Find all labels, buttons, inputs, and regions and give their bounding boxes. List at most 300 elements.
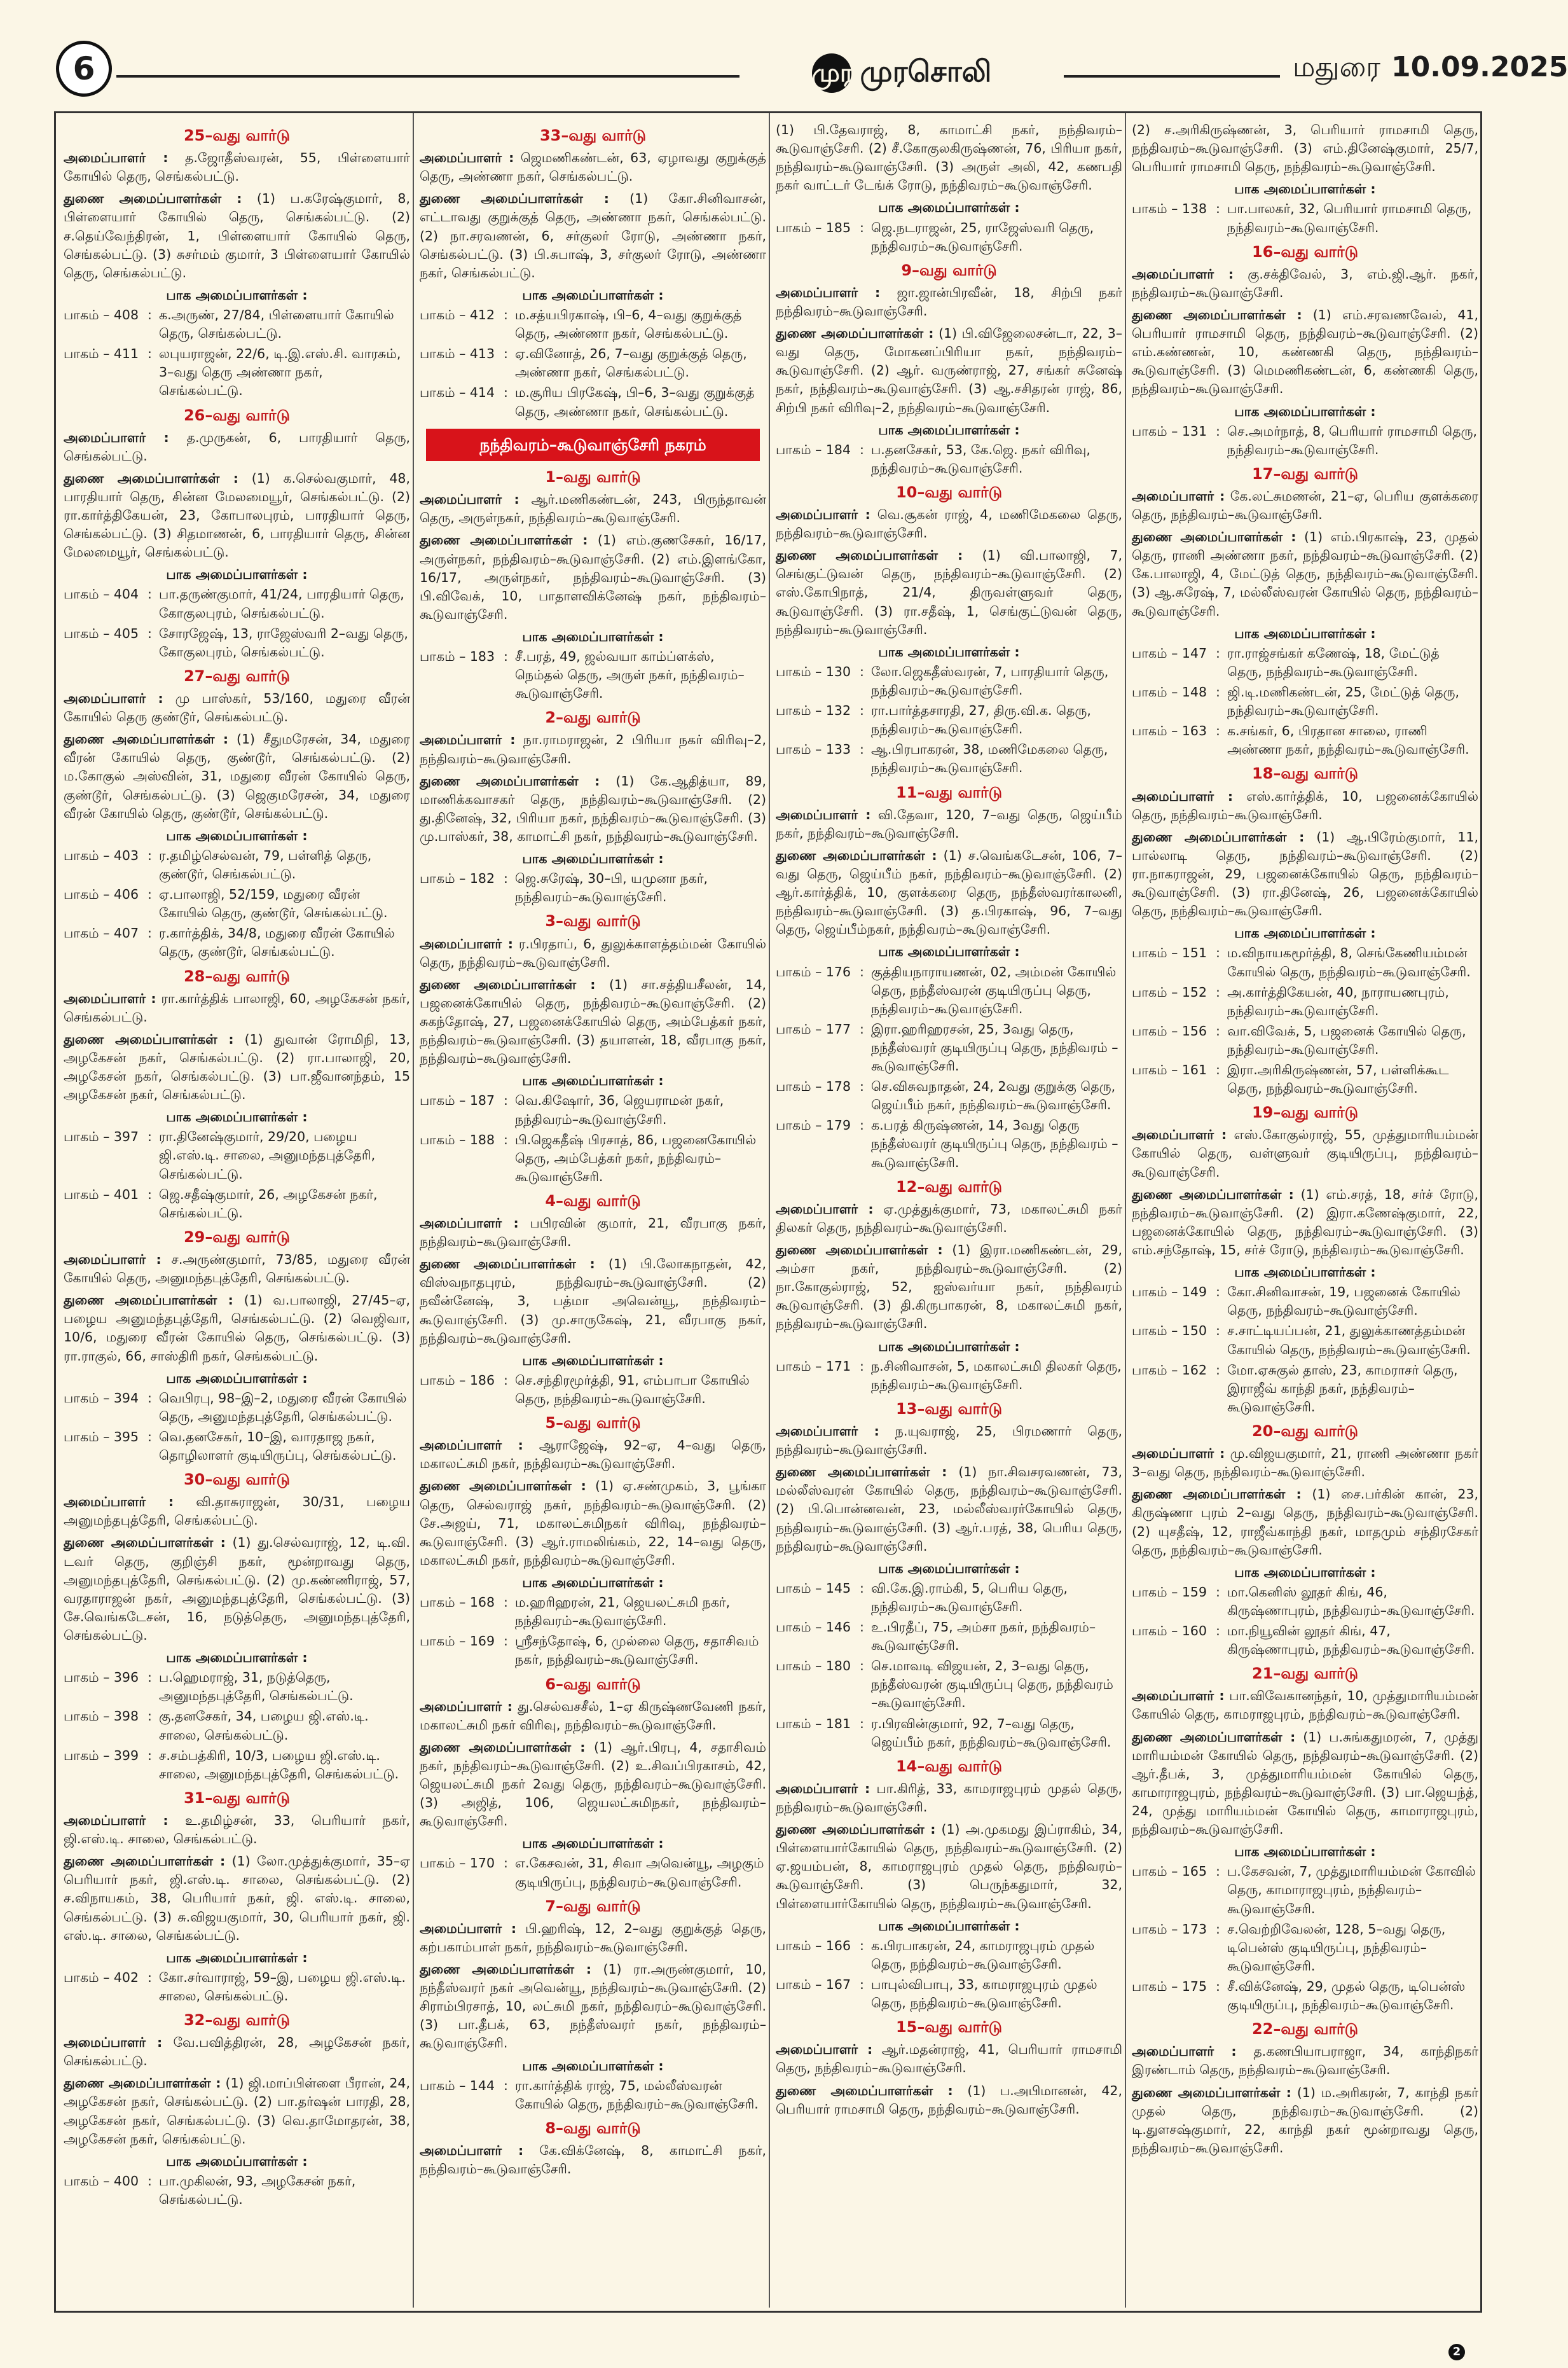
- ward-block: [776, 1755, 1122, 2012]
- ward-agent: [64, 689, 410, 726]
- booth-colon: :: [1216, 1023, 1220, 1039]
- ward-title: 16–வது வார்டு: [1251, 242, 1358, 261]
- page-number: 6: [56, 41, 112, 97]
- deputies-label: துணை அமைப்பாளர்கள் :: [64, 1292, 233, 1308]
- ward-title: 10–வது வார்டு: [895, 483, 1002, 501]
- ward-deputies: [64, 1030, 410, 1104]
- booth-number: பாகம் – 179: [776, 1118, 851, 1133]
- deputies-text: (1) வ.பாலாஜி, 27/45–ஏ, பழைய அனுமந்தபுத்தேரி, செங்கல்பட்டு. (2) வெஜிவா, 10/6, மதுரை வீரன் கோயில் தெரு, செங்கல்பட்டு. (3) ரா.ராகுல், 66, சாஸ்திரி நகர், செங்கல்பட்டு.: [64, 1292, 410, 1364]
- ward-agent: [64, 1811, 410, 1848]
- deputies-label: துணை அமைப்பாளர்கள் :: [1132, 829, 1305, 845]
- ward-title: 30–வது வார்டு: [183, 1471, 290, 1489]
- ward-deputies: [776, 324, 1122, 417]
- agent-text: உ.தமிழ்சன், 33, பெரியார் நகர், ஜி.எஸ்.டி. சாலை, செங்கல்பட்டு.: [64, 1812, 410, 1847]
- agent-label: அமைப்பாளர் :: [420, 1698, 512, 1714]
- deputies-text: (1) கோ.சினிவாசன், எட்டாவது குறுக்குத் தெரு, அண்ணா நகர், செங்கல்பட்டு. (2) நா.சரவணன், 6, சர்குலர் ரோடு, அண்ணா நகர், செங்கல்பட்டு. (3) பி.சுபாஷ், 3, சர்குலர் ரோடு, அண்ணா நகர், செங்கல்பட்டு.: [420, 191, 766, 280]
- booth-number: பாகம் – 168: [420, 1595, 495, 1610]
- deputies-label: துணை அமைப்பாளர்கள் :: [1132, 1486, 1302, 1502]
- booth-colon: :: [860, 1658, 864, 1674]
- ward-block: [64, 665, 410, 962]
- booth-row: [776, 1976, 1122, 2012]
- booth-agent: ச.சாட்டியப்பன், 21, துலுக்காணத்தம்மன் கோயில் தெரு, நந்திவரம்–கூடுவாஞ்சேரி.: [1227, 1323, 1471, 1357]
- booth-agent: ரா.பார்த்தசாரதி, 27, திரு.வி.க. தெரு, நந்திவரம்–கூடுவாஞ்சேரி.: [871, 703, 1091, 737]
- ward-block: [420, 1895, 766, 2114]
- booth-heading: பாக அமைப்பாளர்கள் :: [166, 287, 308, 303]
- ward-title: 17–வது வார்டு: [1251, 464, 1358, 483]
- booth-row: [1132, 1977, 1478, 2014]
- booth-colon: :: [860, 663, 864, 679]
- deputies-label: துணை அமைப்பாளர்கள் :: [64, 191, 242, 207]
- edition-city: மதுரை: [1293, 51, 1380, 83]
- booth-row: [64, 345, 410, 400]
- booth-row: [776, 1657, 1122, 1712]
- booth-row: [1132, 1583, 1478, 1620]
- booth-row: [1132, 200, 1478, 237]
- booth-number: பாகம் – 405: [64, 625, 139, 641]
- agent-text: ர.பிரதாப், 6, துலுக்காளத்தம்மன் கோயில் தெரு, நந்திவரம்–கூடுவாஞ்சேரி.: [420, 936, 766, 970]
- booth-agent: பா.முகிலன், 93, அழகேசன் நகர், செங்கல்பட்டு.: [159, 2173, 356, 2208]
- ward-block: [1132, 2018, 1478, 2157]
- booth-colon: :: [504, 2077, 508, 2093]
- booth-agent: வி.கே.இ.ராம்கி, 5, பெரிய தெரு, நந்திவரம்–கூடுவாஞ்சேரி.: [871, 1580, 1068, 1614]
- booth-number: பாகம் – 156: [1132, 1023, 1207, 1039]
- booth-heading: பாக அமைப்பாளர்கள் :: [878, 1560, 1020, 1576]
- booth-number: பாகம் – 176: [776, 964, 851, 980]
- booth-colon: :: [860, 703, 864, 719]
- ward-deputies: [420, 1960, 766, 2053]
- ward-title: 31–வது வார்டு: [183, 1789, 290, 1807]
- booth-colon: :: [1216, 201, 1220, 217]
- ward-block: [64, 2009, 410, 2209]
- booth-agent: பி.ஜெகதீஷ் பிரசாத், 86, பஜனைகோயில் தெரு, அம்பேத்கர் நகர், நந்திவரம்–கூடுவாஞ்சேரி.: [515, 1132, 757, 1184]
- deputies-label: துணை அமைப்பாளர்கள் :: [1132, 2084, 1292, 2100]
- ward-title: 19–வது வார்டு: [1251, 1104, 1358, 1122]
- booth-heading: பாக அமைப்பாளர்கள் :: [522, 1073, 664, 1089]
- booth-heading: பாக அமைப்பாளர்கள் :: [1234, 403, 1376, 419]
- booth-number: பாகம் – 169: [420, 1633, 495, 1649]
- booth-colon: :: [860, 1937, 864, 1953]
- ward-agent: [776, 284, 1122, 321]
- booth-agent: ஸ்ரீசந்தோஷ், 6, முல்லை தெரு, சதாசிவம் நகர், நந்திவரம்–கூடுவாஞ்சேரி.: [515, 1633, 759, 1668]
- ward-block: [420, 910, 766, 1186]
- booth-row: [420, 1091, 766, 1128]
- agent-label: அமைப்பாளர் :: [1132, 2044, 1237, 2060]
- booth-colon: :: [504, 649, 508, 665]
- ward-title: 18–வது வார்டு: [1251, 765, 1358, 783]
- booth-row: [420, 1593, 766, 1630]
- booth-colon: :: [148, 1670, 152, 1686]
- ward-title: 5–வது வார்டு: [545, 1414, 641, 1432]
- deputies-label: துணை அமைப்பாளர்கள் :: [420, 191, 609, 207]
- booth-colon: :: [148, 346, 152, 362]
- ward-block: [776, 1398, 1122, 1752]
- agent-text: எஸ்.கோகுல்ராஜ், 55, முத்துமாரியம்மன் கோயில் தெரு, வள்ளுவர் குடியிருப்பு, நந்திவரம்–கூடுவாஞ்சேரி.: [1132, 1127, 1478, 1180]
- booth-number: பாகம் – 170: [420, 1855, 495, 1871]
- booth-number: பாகம் – 159: [1132, 1584, 1207, 1600]
- booth-heading: பாக அமைப்பாளர்கள் :: [878, 1918, 1020, 1934]
- booth-agent: செ.விசுவநாதன், 24, 2வது குறுக்கு தெரு, ஜெய்பீம் நகர், நந்திவரம்–கூடுவாஞ்சேரி.: [871, 1079, 1116, 1113]
- booth-number: பாகம் – 183: [420, 649, 495, 665]
- booth-colon: :: [504, 307, 508, 322]
- deputies-label: துணை அமைப்பாளர்கள் :: [64, 2075, 221, 2091]
- agent-text: பபிரவின் குமார், 21, வீரபாகு நகர், நந்திவரம்–கூடுவாஞ்சேரி.: [420, 1215, 766, 1250]
- booth-colon: :: [860, 1619, 864, 1635]
- booth-row: [420, 2077, 766, 2114]
- booth-number: பாகம் – 145: [776, 1580, 851, 1596]
- ward-deputies: [64, 1291, 410, 1365]
- ward-agent: [776, 506, 1122, 543]
- agent-label: அமைப்பாளர் :: [776, 2042, 873, 2058]
- booth-row: [64, 924, 410, 961]
- ward-agent: [420, 1920, 766, 1956]
- ward-deputies: [1132, 1728, 1478, 1839]
- ward-agent: [420, 1436, 766, 1473]
- booth-heading: பாக அமைப்பாளர்கள் :: [166, 1370, 308, 1386]
- header-rule-right: [1064, 75, 1280, 78]
- booth-agent: ரா.தினேஷ்குமார், 29/20, பழைய ஜி.எஸ்.டி. சாலை, அனுமந்தபுத்தேரி, செங்கல்பட்டு.: [159, 1129, 376, 1182]
- ward-block: [1132, 1102, 1478, 1416]
- deputies-label: துணை அமைப்பாளர்கள் :: [64, 470, 238, 486]
- agent-label: அமைப்பாளர் :: [64, 1251, 162, 1267]
- booth-colon: :: [504, 871, 508, 887]
- ward-deputies: [776, 2082, 1122, 2119]
- agent-label: அமைப்பாளர் :: [1132, 788, 1234, 804]
- ward-deputies: [64, 1534, 410, 1645]
- deputies-label: துணை அமைப்பாளர்கள் :: [420, 773, 600, 789]
- booth-heading: பாக அமைப்பாளர்கள் :: [522, 2058, 664, 2074]
- booth-number: பாகம் – 165: [1132, 1864, 1207, 1880]
- booth-agent: ம.ஹரிஹரன், 21, ஜெயலட்சுமி நகர், நந்திவரம்–கூடுவாஞ்சேரி.: [515, 1595, 731, 1629]
- deputies-label: துணை அமைப்பாளர்கள் :: [776, 326, 934, 342]
- booth-agent: ஜெ.நடராஜன், 25, ராஜேஸ்வரி தெரு, நந்திவரம்–கூடுவாஞ்சேரி.: [871, 219, 1094, 254]
- agent-label: அமைப்பாளர் :: [420, 1920, 517, 1936]
- ward-block: [420, 707, 766, 906]
- booth-number: பாகம் – 180: [776, 1658, 851, 1674]
- booth-number: பாகம் – 401: [64, 1186, 139, 1202]
- ward-deputies: [420, 1255, 766, 1348]
- ward-deputies: [420, 190, 766, 282]
- booth-agent: ஏ.பாலாஜி, 52/159, மதுரை வீரன் கோயில் தெரு, குண்டூர், செங்கல்பட்டு.: [159, 887, 388, 921]
- ward-block: [1132, 463, 1478, 759]
- booth-agent: ஏ.வினோத், 26, 7–வது குறுக்குத் தெரு, அண்ணா நகர், செங்கல்பட்டு.: [515, 346, 747, 380]
- ward-block: [64, 1469, 410, 1783]
- booth-heading: பாக அமைப்பாளர்கள் :: [522, 287, 664, 303]
- booth-colon: :: [1216, 1584, 1220, 1600]
- ward-agent: [420, 2142, 766, 2178]
- header-rule-left: [116, 75, 739, 78]
- booth-colon: :: [148, 1429, 152, 1444]
- booth-colon: :: [148, 1390, 152, 1406]
- agent-text: கே.விக்னேஷ், 8, காமாட்சி நகர், நந்திவரம்–கூடுவாஞ்சேரி.: [420, 2142, 766, 2177]
- booth-colon: :: [504, 1595, 508, 1610]
- booth-number: பாகம் – 167: [776, 1976, 851, 1992]
- ward-agent: [1132, 265, 1478, 302]
- booth-number: பாகம் – 400: [64, 2173, 139, 2189]
- booth-number: பாகம் – 146: [776, 1619, 851, 1635]
- booth-row: [776, 702, 1122, 738]
- ward-agent: [420, 1698, 766, 1734]
- booth-number: பாகம் – 411: [64, 346, 139, 362]
- deputies-label: துணை அமைப்பாளர்கள் :: [420, 532, 588, 548]
- booth-colon: :: [860, 1358, 864, 1374]
- booth-row: [64, 1428, 410, 1465]
- ward-title: 6–வது வார்டு: [545, 1675, 641, 1693]
- ward-title: 14–வது வார்டு: [895, 1757, 1002, 1775]
- ward-block: [1132, 121, 1478, 237]
- agent-text: த.முருகன், 6, பாரதியார் தெரு, செங்கல்பட்டு.: [64, 429, 410, 464]
- booth-row: [64, 1389, 410, 1426]
- deputies-label: துணை அமைப்பாளர்கள் :: [420, 976, 596, 992]
- deputies-label: துணை அமைப்பாளர்கள் :: [776, 1464, 947, 1480]
- booth-colon: :: [860, 219, 864, 235]
- booth-agent: ஜி.டி.மணிகண்டன், 25, மேட்டுத் தெரு, நந்திவரம்–கூடுவாஞ்சேரி.: [1227, 684, 1460, 719]
- booth-agent: கோ.சர்வாராஜ், 59–இ, பழைய ஜி.எஸ்.டி. சாலை, செங்கல்பட்டு.: [159, 1969, 406, 2004]
- ward-deputies: [1132, 306, 1478, 399]
- deputies-label: துணை அமைப்பாளர்கள் :: [1132, 307, 1302, 322]
- ward-title: 3–வது வார்டு: [545, 912, 641, 931]
- deputies-label: துணை அமைப்பாளர்கள் :: [64, 1853, 226, 1869]
- booth-colon: :: [148, 887, 152, 903]
- booth-colon: :: [504, 1855, 508, 1871]
- agent-text: து.செல்வசசீல், 1–ஏ கிருஷ்ணவேணி நகர், மகாலட்சுமி நகர் விரிவு, நந்திவரம்–கூடுவாஞ்சேரி.: [420, 1698, 766, 1733]
- booth-heading: பாக அமைப்பாளர்கள் :: [522, 851, 664, 867]
- agent-text: மு.விஜயகுமார், 21, ராணி அண்ணா நகர் 3–வது தெரு, நந்திவரம்–கூடுவாஞ்சேரி.: [1132, 1446, 1478, 1480]
- deputies-text: (1) வி.பாலாஜி, 7, செங்குட்டுவன் தெரு, நந்திவரம்–கூடுவாஞ்சேரி. (2) எஸ்.கோபிநாத், 21/4, திருவள்ளுவர் தெரு, கூடுவாஞ்சேரி. (3) ரா.சதீஷ், 1, செங்குட்டுவன் தெரு, நந்திவரம்–கூடுவாஞ்சேரி.: [776, 548, 1122, 637]
- ward-agent: [1132, 1444, 1478, 1481]
- ward-block: [776, 481, 1122, 778]
- booth-row: [64, 306, 410, 343]
- booth-heading: பாக அமைப்பாளர்கள் :: [878, 644, 1020, 660]
- booth-number: பாகம் – 163: [1132, 723, 1207, 739]
- agent-label: அமைப்பாளர் :: [420, 1215, 519, 1231]
- agent-text: பி.ஹரிஷ், 12, 2–வது குறுக்குத் தெரு, கற்பகாம்பாள் நகர், நந்திவரம்–கூடுவாஞ்சேரி.: [420, 1920, 766, 1955]
- agent-label: அமைப்பாளர் :: [776, 507, 870, 523]
- booth-number: பாகம் – 396: [64, 1670, 139, 1686]
- booth-row: [776, 1357, 1122, 1394]
- booth-heading: பாக அமைப்பாளர்கள் :: [166, 827, 308, 843]
- ward-title: 9–வது வார்டு: [901, 261, 997, 279]
- booth-agent: இரா.ஹரிஹரசன், 25, 3வது தெரு, நந்தீஸ்வரர் குடியிருப்பு தெரு, நந்திவரம் –கூடுவாஞ்சேரி.: [871, 1021, 1118, 1074]
- booth-agent: ர.பிரவின்குமார், 92, 7–வது தெரு, ஜெய்பீம் நகர், நந்திவரம்–கூடுவாஞ்சேரி.: [871, 1715, 1111, 1750]
- deputies-text: (1) ப.சுங்கதுமரன், 7, முத்து மாரியம்மன் கோயில் தெரு, நந்திவரம்–கூடுவாஞ்சேரி. (2) ஆர்.தீபக், 3, முத்துமாரியம்மன் கோயில் தெரு, காமாராஜபுரம், நந்திவரம்–கூடுவாஞ்சேரி. (3) பா.ஜெயந்த், 24, முத்து மாரியம்மன் கோயில் தெரு, காமாராஜபுரம், நந்திவரம்–கூடுவாஞ்சேரி.: [1132, 1729, 1478, 1838]
- booth-number: பாகம் – 148: [1132, 684, 1207, 700]
- deputies-text: (1) லோ.முத்துக்குமார், 35–ஏ பெரியார் நகர், ஜி.எஸ்.டி. சாலை, செங்கல்பட்டு. (2) ச.விநாயகம், 38, பெரியார் நகர், ஜி. எஸ்.டி. சாலை, செங்கல்பட்டு. (3) சு.விஜயகுமார், 30, பெரியார் நகர், ஜி. எஸ்.டி. சாலை, செங்கல்பட்டு.: [64, 1853, 410, 1943]
- agent-label: அமைப்பாளர் :: [420, 2142, 524, 2158]
- ward-title: 27–வது வார்டு: [183, 667, 290, 685]
- booth-colon: :: [1216, 1284, 1220, 1300]
- agent-label: அமைப்பாளர் :: [64, 1812, 168, 1828]
- agent-text: கே.லட்சுமணன், 21–ஏ, பெரிய குளக்கரை தெரு, நந்திவரம்–கூடுவாஞ்சேரி.: [1132, 488, 1478, 523]
- deputies-label: துணை அமைப்பாளர்கள் :: [420, 1739, 586, 1755]
- booth-heading: பாக அமைப்பாளர்கள் :: [878, 422, 1020, 438]
- deputies-label: துணை அமைப்பாளர்கள் :: [64, 1535, 226, 1551]
- ward-block: [776, 2016, 1122, 2119]
- ward-title: 20–வது வார்டு: [1251, 1422, 1358, 1440]
- column-2: [420, 121, 766, 2302]
- agent-label: அமைப்பாளர் :: [420, 732, 516, 748]
- ward-title: 26–வது வார்டு: [183, 406, 290, 424]
- deputies-text: (1) எம்.சரத், 18, சர்ச் ரோடு, நந்திவரம்–கூடுவாஞ்சேரி. (2) இரா.கணேஷ்குமார், 22, பஜனைக்கோயில் தெரு, நந்திவரம்–கூடுவாஞ்சேரி. (3) எம்.சந்தோஷ், 15, சர்ச் ரோடு, நந்திவரம்–கூடுவாஞ்சேரி.: [1132, 1186, 1478, 1257]
- booth-row: [420, 1854, 766, 1891]
- agent-label: அமைப்பாளர் :: [776, 1201, 874, 1217]
- booth-colon: :: [504, 1132, 508, 1147]
- deputies-text: (2) ச.அரிகிருஷ்ணன், 3, பெரியார் ராமசாமி தெரு, நந்திவரம்–கூடுவாஞ்சேரி. (3) எம்.தினேஷ்குமார், 25/7, பெரியார் ராமசாமி தெரு, நந்திவரம்–கூடுவாஞ்சேரி.: [1132, 122, 1478, 175]
- deputies-label: துணை அமைப்பாளர்கள் :: [64, 1031, 234, 1047]
- booth-colon: :: [504, 1633, 508, 1649]
- agent-label: அமைப்பாளர் :: [420, 150, 514, 166]
- deputies-text: (1) ஆர்.பிரபு, 4, சதாசிவம் நகர், நந்திவரம்–கூடுவாஞ்சேரி. (2) உ.சிவப்பிரகாசம், 42, ஜெயலட்சுமி நகர் 2வது தெரு, நந்திவரம்–கூடுவாஞ்சேரி. (3) அஜித், 106, ஜெயலட்சுமிநகர், நந்திவரம்–கூடுவாஞ்சேரி.: [420, 1739, 766, 1829]
- booth-number: பாகம் – 408: [64, 307, 139, 322]
- booth-number: பாகம் – 178: [776, 1079, 851, 1095]
- booth-row: [776, 1618, 1122, 1655]
- ward-deputies: [1132, 121, 1478, 176]
- ward-deputies: [1132, 828, 1478, 921]
- booth-number: பாகம் – 138: [1132, 201, 1207, 217]
- ward-deputies: [776, 847, 1122, 939]
- ward-agent: [1132, 2042, 1478, 2079]
- deputies-text: (1) பி.லோகநாதன், 42, விஸ்வநாதபுரம், நந்திவரம்–கூடுவாஞ்சேரி. (2) நவீன்னேஷ், 3, பத்மா அவென்யூ, நந்திவரம்–கூடுவாஞ்சேரி. (3) மு.சாருகேஷ், 21, வீரபாகு நகர், நந்திவரம்–கூடுவாஞ்சேரி.: [420, 1256, 766, 1346]
- booth-colon: :: [1216, 984, 1220, 1000]
- booth-heading: பாக அமைப்பாளர்கள் :: [1234, 925, 1376, 941]
- deputies-label: துணை அமைப்பாளர்கள் :: [776, 847, 937, 863]
- ward-agent: [776, 1200, 1122, 1237]
- booth-row: [1132, 1283, 1478, 1320]
- booth-number: பாகம் – 404: [64, 586, 139, 602]
- agent-text: த.கணபியாபராஜா, 34, காந்திநகர் இரண்டாம் தெரு, நந்திவரம்–கூடுவாஞ்சேரி.: [1132, 2044, 1478, 2078]
- agent-label: அமைப்பாளர் :: [1132, 1446, 1225, 1462]
- booth-colon: :: [1216, 423, 1220, 439]
- booth-heading: பாக அமைப்பாளர்கள் :: [522, 628, 664, 644]
- booth-number: பாகம் – 152: [1132, 984, 1207, 1000]
- ward-block: [64, 1226, 410, 1465]
- booth-agent: பா.பாலகர், 32, பெரியார் ராமசாமி தெரு, நந்திவரம்–கூடுவாஞ்சேரி.: [1227, 201, 1472, 235]
- deputies-text: (1) சை.பர்கின் கான், 23, கிருஷ்ணா புரம் 2–வது தெரு, நந்திவரம்–கூடுவாஞ்சேரி. (2) யுசதீஷ், 12, ராஜீவ்காந்தி நகர், மாதமும் சந்திரசேகர் தெரு, நந்திவரம்–கூடுவாஞ்சேரி.: [1132, 1486, 1478, 1558]
- agent-label: அமைப்பாளர் :: [1132, 1127, 1227, 1143]
- agent-text: ஜா.ஜான்பிரவீன், 18, சிற்பி நகர் நந்திவரம்–கூடுவாஞ்சேரி.: [776, 284, 1122, 319]
- agent-text: பா.கிரித், 33, காமராஜபுரம் முதல் தெரு, நந்திவரம்–கூடுவாஞ்சேரி.: [776, 1780, 1122, 1815]
- deputies-text: (1) சீதுமரேசன், 34, மதுரை வீரன் கோயில் தெரு, குண்டூர், செங்கல்பட்டு. (2) ம.கோகுல் அஸ்வின், 31, மதுரை வீரன் கோயில் தெரு, குண்டூர், செங்கல்பட்டு. (3) ஜெகுமரேசன், 34, மதுரை வீரன் கோயில் தெரு, குண்டூர், செங்கல்பட்டு.: [64, 731, 410, 821]
- ward-title: 32–வது வார்டு: [183, 2011, 290, 2030]
- booth-agent: சீ.பரத், 49, ஜல்வயா காம்ப்ளக்ஸ், நெம்தல் தெரு, அருள் நகர், நந்திவரம்–கூடுவாஞ்சேரி.: [515, 649, 745, 702]
- ward-deputies: [776, 1463, 1122, 1556]
- ward-agent: [776, 806, 1122, 843]
- booth-row: [1132, 1361, 1478, 1416]
- booth-row: [420, 306, 766, 343]
- agent-label: அமைப்பாளர் :: [420, 492, 519, 508]
- ward-deputies: [420, 772, 766, 846]
- ward-agent: [64, 429, 410, 466]
- ward-block: [64, 405, 410, 661]
- booth-number: பாகம் – 182: [420, 871, 495, 887]
- agent-label: அமைப்பாளர் :: [1132, 266, 1234, 282]
- booth-colon: :: [148, 1129, 152, 1145]
- booth-number: பாகம் – 166: [776, 1937, 851, 1953]
- booth-number: பாகம் – 151: [1132, 945, 1207, 961]
- ward-agent: [776, 2040, 1122, 2077]
- ward-deputies: [420, 1738, 766, 1831]
- ward-title: 11–வது வார்டு: [895, 783, 1002, 801]
- booth-number: பாகம் – 171: [776, 1358, 851, 1374]
- booth-agent: குத்தியநாராயணன், 02, அம்மன் கோயில் தெரு, நந்தீஸ்வரன் குடியிருப்பு தெரு, நந்திவரம்–கூடுவாஞ்சேரி.: [871, 964, 1117, 1016]
- booth-colon: :: [860, 964, 864, 980]
- booth-heading: பாக அமைப்பாளர்கள் :: [878, 1338, 1020, 1354]
- deputies-label: துணை அமைப்பாளர்கள் :: [776, 2082, 953, 2098]
- booth-number: பாகம் – 160: [1132, 1623, 1207, 1639]
- ward-deputies: [64, 1852, 410, 1945]
- booth-row: [1132, 944, 1478, 981]
- deputies-text: (1) க.செல்வகுமார், 48, பாரதியார் தெரு, சின்ன மேலமையூர், செங்கல்பட்டு. (2) ரா.கார்த்திகேயன், 23, கோபாலபுரம், பாரதியார் தெரு, செங்கல்பட்டு. (3) சிதமாணன், 6, பாரதியார் தெரு, சின்ன மேலமையூர், செங்கல்பட்டு.: [64, 470, 410, 560]
- booth-row: [1132, 1862, 1478, 1918]
- ward-deputies: [420, 976, 766, 1069]
- booth-colon: :: [860, 441, 864, 457]
- booth-number: பாகம் – 133: [776, 742, 851, 758]
- booth-colon: :: [504, 385, 508, 401]
- deputies-text: (1) து.செல்வராஜ், 12, டி.வி. டவர் தெரு, குறிஞ்சி நகர், மூன்றாவது தெரு, அனுமந்தபுத்தேரி, செங்கல்பட்டு. (2) மு.கண்ணிராஜ், 57, வரதாராஜன் நகர், அனுமந்தபுத்தேரி, செங்கல்பட்டு. (3) சே.வெங்கடேசன், 16, நடுத்தெரு, அனுமந்தபுத்தேரி, செங்கல்பட்டு.: [64, 1535, 410, 1644]
- deputies-text: (1) ஆ.பிரேம்குமார், 11, பால்லாடி தெரு, நந்திவரம்–கூடுவாஞ்சேரி. (2) ரா.நாகராஜன், 29, பஜனைக்கோயில் தெரு, நந்திவரம்–கூடுவாஞ்சேரி. (3) ரா.தினேஷ், 26, பஜனைக்கோயில் தெரு, நந்திவரம்–கூடுவாஞ்சேரி.: [1132, 829, 1478, 919]
- booth-agent: மா.நியூவின் லூதர் கிங், 47, கிருஷ்ணாபுரம், நந்திவரம்–கூடுவாஞ்சேரி.: [1227, 1623, 1475, 1658]
- booth-row: [776, 740, 1122, 777]
- booth-agent: பாபுல்விபாபு, 33, காமராஜபுரம் முதல் தெரு, நந்திவரம்–கூடுவாஞ்சேரி.: [871, 1976, 1097, 2011]
- booth-agent: ச.சம்பத்கிரி, 10/3, பழைய ஜி.எஸ்.டி. சாலை, அனுமந்தபுத்தேரி, செங்கல்பட்டு.: [159, 1747, 399, 1782]
- deputies-label: துணை அமைப்பாளர்கள் :: [64, 731, 229, 747]
- booth-number: பாகம் – 147: [1132, 645, 1207, 661]
- booth-agent: ந.சினிவாசன், 5, மகாலட்சுமி திலகர் தெரு, நந்திவரம்–கூடுவாஞ்சேரி.: [871, 1358, 1122, 1392]
- agent-text: எஸ்.கார்த்திக், 10, பஜனைக்கோயில் தெரு, நந்திவரம்–கூடுவாஞ்சேரி.: [1132, 788, 1478, 822]
- booth-colon: :: [148, 307, 152, 322]
- deputies-text: (1) ரா.அருண்குமார், 10, நந்தீஸ்வரர் நகர் அவென்யூ, நந்திவரம்–கூடுவாஞ்சேரி. (2) சிராம்பிரசாத், 10, லட்சுமி நகர், நந்திவரம்–கூடுவாஞ்சேரி. (3) பா.தீபக், 63, நந்தீஸ்வரர் நகர், நந்திவரம்–கூடுவாஞ்சேரி.: [420, 1961, 766, 2051]
- booth-heading: பாக அமைப்பாளர்கள் :: [166, 1949, 308, 1965]
- booth-colon: :: [148, 1186, 152, 1202]
- booth-agent: ர.தமிழ்செல்வன், 79, பள்ளித் தெரு, குண்டூர், செங்கல்பட்டு.: [159, 847, 372, 882]
- booth-colon: :: [860, 1580, 864, 1596]
- booth-row: [420, 1371, 766, 1408]
- booth-number: பாகம் – 149: [1132, 1284, 1207, 1300]
- agent-text: வெ.சூகன் ராஜ், 4, மணிமேகலை தெரு, நந்திவரம்–கூடுவாஞ்சேரி.: [776, 507, 1122, 541]
- booth-agent: செ.அமர்நாத், 8, பெரியார் ராமசாமி தெரு, நந்திவரம்–கூடுவாஞ்சேரி.: [1227, 423, 1477, 457]
- booth-number: பாகம் – 188: [420, 1132, 495, 1147]
- booth-row: [776, 1715, 1122, 1752]
- deputies-text: (1) சா.சத்தியசீலன், 14, பஜனைக்கோயில் தெரு, நந்திவரம்–கூடுவாஞ்சேரி. (2) சுகந்தோஷ், 27, பஜனைக்கோயில் தெரு, அம்பேத்கர் நகர், நந்திவரம்–கூடுவாஞ்சேரி. (3) தயாளன், 18, வீரபாகு நகர், நந்திவரம்–கூடுவாஞ்சேரி.: [420, 976, 766, 1067]
- deputies-text: (1) ம.அரிகரன், 7, காந்தி நகர் முதல் தெரு, நந்திவரம்–கூடுவாஞ்சேரி. (2) டி.துளசஷ்குமார், 22, காந்தி நகர் மூன்றாவது தெரு, நந்திவரம்–கூடுவாஞ்சேரி.: [1132, 2084, 1478, 2156]
- ward-block: [420, 1412, 766, 1669]
- ward-block: [776, 121, 1122, 256]
- booth-number: பாகம் – 162: [1132, 1362, 1207, 1378]
- booth-number: பாகம் – 398: [64, 1708, 139, 1724]
- ward-title: 12–வது வார்டு: [895, 1177, 1002, 1196]
- booth-colon: :: [148, 2173, 152, 2189]
- booth-agent: ஆ.பிரபாகரன், 38, மணிமேகலை தெரு, நந்திவரம்–கூடுவாஞ்சேரி.: [871, 742, 1108, 776]
- agent-label: அமைப்பாளர் :: [776, 284, 881, 300]
- booth-row: [64, 1969, 410, 2005]
- booth-number: பாகம் – 186: [420, 1372, 495, 1388]
- deputies-text: (1) ப.கரேஷ்குமார், 8, பிள்ளையார் கோயில் தெரு, செங்கல்பட்டு. (2) ச.தெய்வேந்திரன், 1, பிள்ளையார் கோயில் தெரு, செங்கல்பட்டு. (3) சுசர்மம் குமார், 3 பிள்ளையார் கோயில் தெரு, செங்கல்பட்டு.: [64, 191, 410, 280]
- deputies-text: (1) ப.அபிமானன், 42, பெரியார் ராமசாமி தெரு, நந்திவரம்–கூடுவாஞ்சேரி.: [776, 2082, 1122, 2117]
- deputies-label: துணை அமைப்பாளர்கள் :: [1132, 1186, 1294, 1202]
- ward-block: [776, 260, 1122, 478]
- booth-agent: சோரஜேஷ், 13, ராஜேஸ்வரி 2–வது தெரு, கோகுலபுரம், செங்கல்பட்டு.: [159, 625, 408, 660]
- booth-heading: பாக அமைப்பாளர்கள் :: [1234, 1264, 1376, 1280]
- booth-row: [776, 1020, 1122, 1076]
- booth-colon: :: [148, 847, 152, 863]
- agent-label: அமைப்பாளர் :: [776, 807, 871, 822]
- booth-row: [1132, 422, 1478, 459]
- booth-colon: :: [1216, 684, 1220, 700]
- deputies-text: (1) ஜி.மாப்பிள்ளை பீரான், 24, அழகேசன் நகர், செங்கல்பட்டு. (2) பா.தர்ஷன் பாரதி, 28, அழகேசன் நகர், செங்கல்பட்டு. (3) வெ.தாமோதரன், 38, அழகேசன் நகர், செங்கல்பட்டு.: [64, 2075, 410, 2147]
- ward-agent: [64, 990, 410, 1027]
- booth-agent: ச.வெற்றிவேலன், 128, 5–வது தெரு, டிபென்ஸ் குடியிருப்பு, நந்திவரம்–கூடுவாஞ்சேரி.: [1227, 1921, 1446, 1974]
- booth-agent: சீ.விக்னேஷ், 29, முதல் தெரு, டிபென்ஸ் குடியிருப்பு, நந்திவரம்–கூடுவாஞ்சேரி.: [1227, 1978, 1466, 2013]
- agent-label: அமைப்பாளர் :: [1132, 488, 1225, 504]
